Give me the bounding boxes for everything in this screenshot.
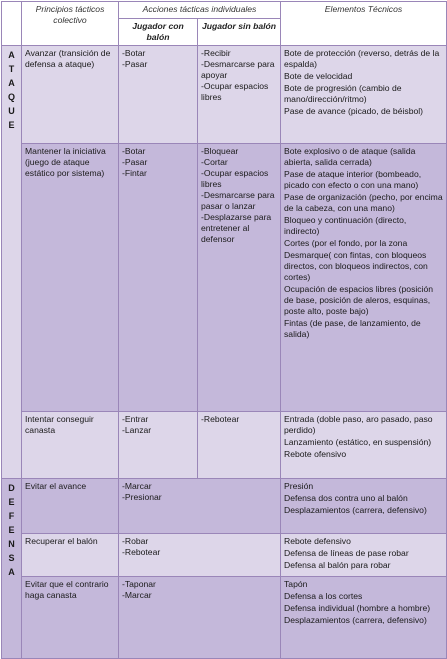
list-item: -Ocupar espacios libres [201, 81, 269, 102]
list-item: -Robar [122, 536, 149, 546]
principio-cell: Evitar que el contrario haga canasta [22, 577, 119, 659]
header-con-balon: Jugador con balón [119, 19, 198, 46]
list-item: Bote explosivo o de ataque (salida abierta, salida cerrada) [284, 146, 416, 167]
list-item: -Cortar [201, 157, 228, 167]
elementos-cell [281, 534, 447, 577]
list-item: -Desmarcarse para apoyar [201, 59, 275, 80]
list-item: -Botar [122, 48, 146, 58]
list-item: Fintas (de pase, de lanzamiento, de salida) [284, 318, 421, 339]
table-row [2, 479, 447, 534]
list-item: Defensa individual (hombre a hombre) [284, 603, 431, 613]
elementos-cell [281, 479, 447, 534]
ataque-letters [5, 48, 18, 132]
principio-cell: Evitar el avance [22, 479, 119, 534]
sin-balon-cell [198, 412, 281, 479]
list-item: Defensa dos contra uno al balón [284, 493, 408, 503]
list-item: Presión [284, 481, 314, 491]
side-letter: E [8, 120, 15, 130]
elementos-cell [281, 144, 447, 412]
list-item: -Pasar [122, 59, 148, 69]
principio-cell: Avanzar (transición de defensa a ataque) [22, 46, 119, 144]
side-letter: D [8, 483, 15, 493]
list-item: Rebote ofensivo [284, 449, 347, 459]
list-item: Rebote defensivo [284, 536, 351, 546]
side-letter: A [8, 50, 15, 60]
list-item: -Desmarcarse para pasar o lanzar [201, 190, 275, 211]
list-item: Entrada (doble paso, aro pasado, paso perdido) [284, 414, 433, 435]
ataque-side-label [2, 46, 22, 479]
list-item: -Botar [122, 146, 146, 156]
list-item: -Presionar [122, 492, 162, 502]
elementos-cell [281, 577, 447, 659]
defensa-letters [5, 481, 18, 579]
header-sin-balon: Jugador sin balón [198, 19, 281, 46]
header-elementos: Elementos Técnicos [281, 2, 447, 46]
list-item: -Pasar [122, 157, 148, 167]
table-row [2, 46, 447, 144]
header-principios: Principios tácticos colectivo [22, 2, 119, 46]
list-item: -Lanzar [122, 425, 152, 435]
list-item: Lanzamiento (estático, en suspensión) [284, 437, 432, 447]
list-item: -Fintar [122, 168, 147, 178]
list-item: Ocupación de espacios libres (posición de base, posición de aleros, esquinas, poste alto, poste bajo) [284, 284, 434, 316]
acciones-cell [119, 479, 281, 534]
list-item: Desmarque( con fintas, con bloqueos directos, con bloqueos indirectos, con cortes) [284, 250, 428, 282]
corner-cell [2, 2, 22, 46]
con-balon-cell [119, 46, 198, 144]
side-letter: F [8, 511, 15, 521]
list-item: -Desplazarse para entretener al defensor [201, 212, 272, 244]
list-item: Desplazamientos (carrera, defensivo) [284, 505, 427, 515]
side-letter: S [8, 553, 15, 563]
list-item: Bote de progresión (cambio de mano/dirección/ritmo) [284, 83, 402, 104]
list-item: Tapón [284, 579, 308, 589]
acciones-cell [119, 534, 281, 577]
con-balon-cell [119, 144, 198, 412]
table-row [2, 534, 447, 577]
side-letter: A [8, 567, 15, 577]
list-item: -Taponar [122, 579, 156, 589]
list-item: -Recibir [201, 48, 231, 58]
acciones-cell [119, 577, 281, 659]
sin-balon-cell [198, 144, 281, 412]
header-acciones: Acciones tácticas individuales [119, 2, 281, 19]
table-row [2, 577, 447, 659]
list-item: Bote de velocidad [284, 71, 353, 81]
list-item: Pase de avance (picado, de béisbol) [284, 106, 424, 116]
tactics-table [1, 1, 447, 659]
table-row [2, 412, 447, 479]
side-letter: N [8, 539, 15, 549]
side-letter: U [8, 106, 15, 116]
list-item: Defensa al balón para robar [284, 560, 391, 570]
defensa-side-label [2, 479, 22, 659]
principio-cell: Intentar conseguir canasta [22, 412, 119, 479]
list-item: -Bloquear [201, 146, 239, 156]
list-item: Defensa a los cortes [284, 591, 363, 601]
side-letter: A [8, 78, 15, 88]
list-item: -Rebotear [122, 547, 161, 557]
list-item: Cortes (por el fondo, por la zona [284, 238, 408, 248]
list-item: -Rebotear [201, 414, 240, 424]
list-item: Desplazamientos (carrera, defensivo) [284, 615, 427, 625]
list-item: Bloqueo y continuación (directo, indirecto) [284, 215, 407, 236]
principio-cell: Recuperar el balón [22, 534, 119, 577]
list-item: -Entrar [122, 414, 149, 424]
list-item: Bote de protección (reverso, detrás de la espalda) [284, 48, 440, 69]
principio-cell: Mantener la iniciativa (juego de ataque estático por sistema) [22, 144, 119, 412]
list-item: Pase de organización (pecho, por encima de la cabeza, con una mano) [284, 192, 443, 213]
list-item: -Marcar [122, 481, 152, 491]
con-balon-cell [119, 412, 198, 479]
table-row [2, 144, 447, 412]
list-item: -Ocupar espacios libres [201, 168, 269, 189]
list-item: -Marcar [122, 590, 152, 600]
elementos-cell [281, 46, 447, 144]
side-letter: E [8, 525, 15, 535]
elementos-cell [281, 412, 447, 479]
side-letter: Q [7, 92, 15, 102]
side-letter: E [8, 497, 15, 507]
sin-balon-cell [198, 46, 281, 144]
list-item: Pase de ataque interior (bombeado, picado con efecto o con una mano) [284, 169, 422, 190]
side-letter: T [8, 64, 15, 74]
list-item: Defensa de líneas de pase robar [284, 548, 409, 558]
